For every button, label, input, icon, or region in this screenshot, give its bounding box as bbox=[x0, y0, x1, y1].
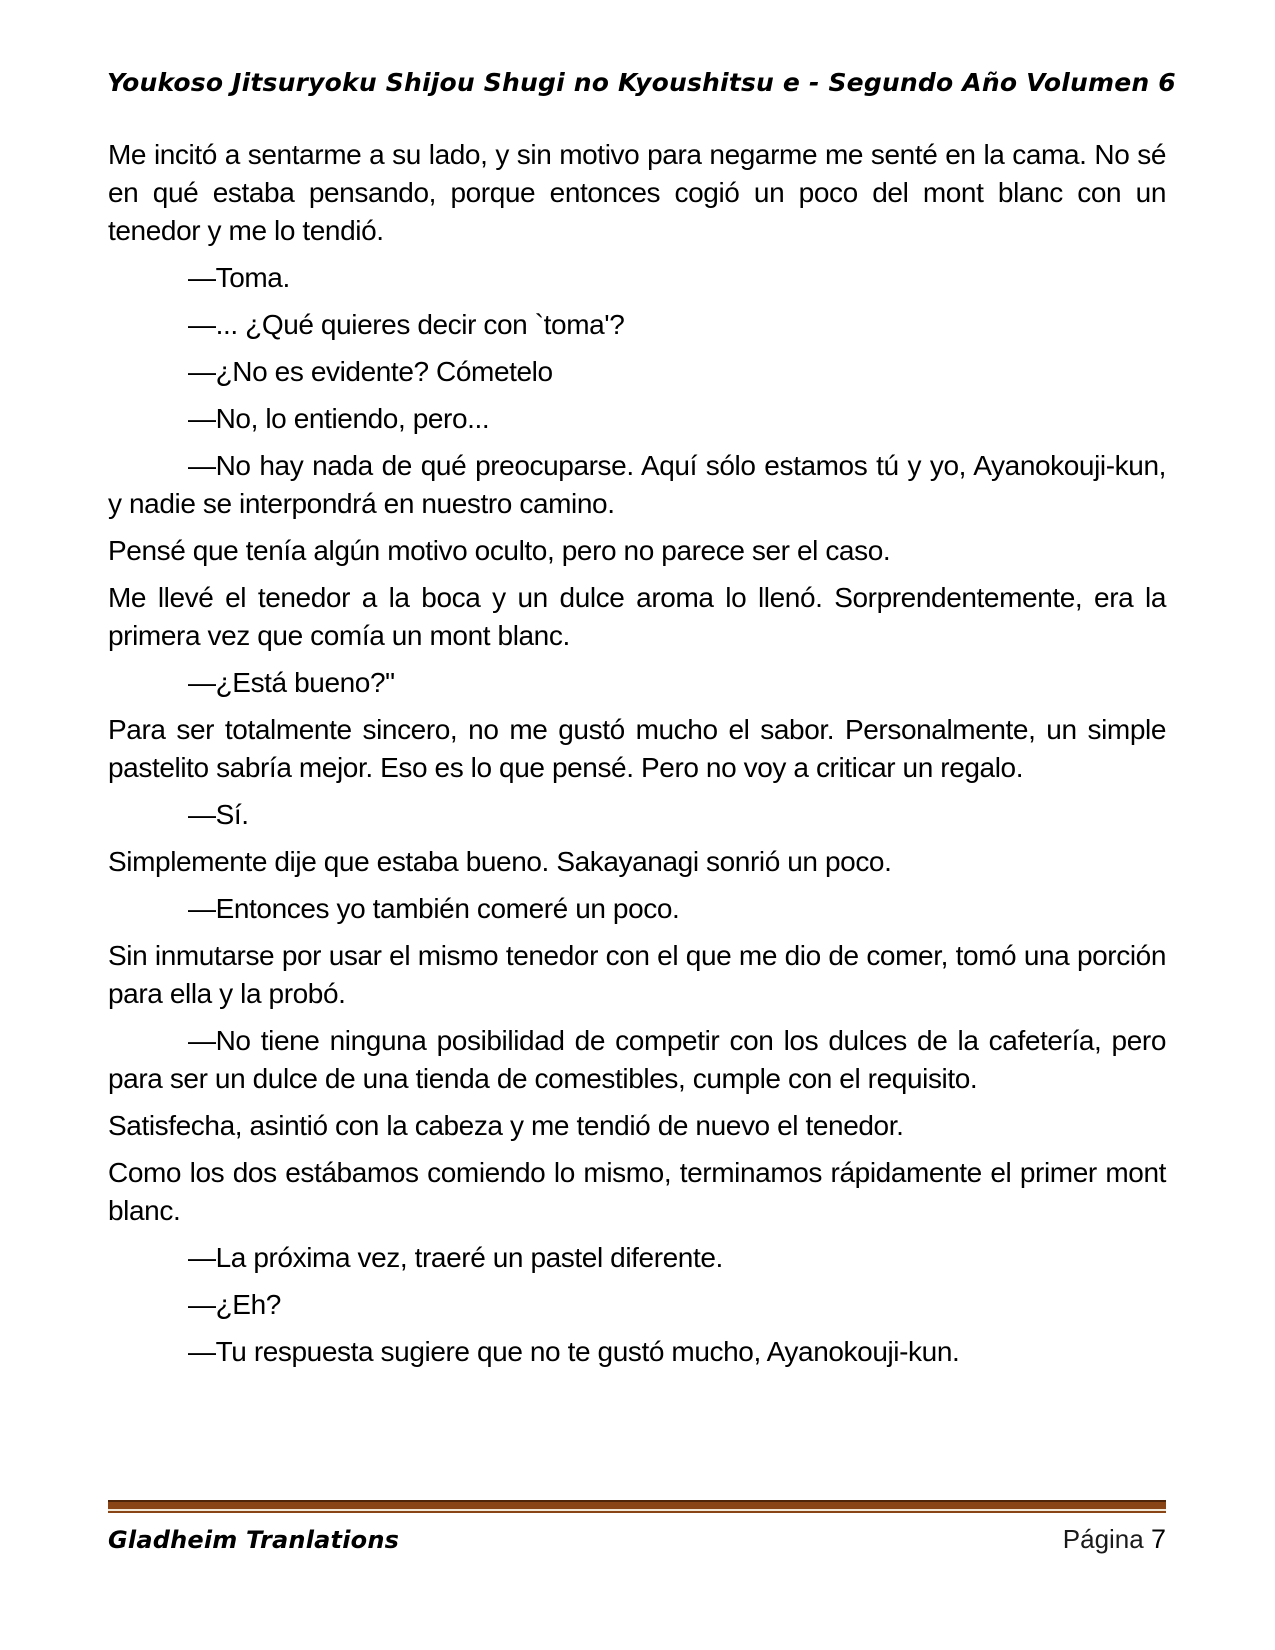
dialogue-paragraph: —Toma. bbox=[188, 262, 290, 293]
dialogue-paragraph: —No, lo entiendo, pero... bbox=[188, 403, 490, 434]
header-title: Youkoso Jitsuryoku Shijou Shugi no Kyoushitsu e - Segundo Año Volumen 6 bbox=[107, 68, 1176, 97]
page-number: 7 bbox=[1150, 1524, 1166, 1554]
dialogue-paragraph: —La próxima vez, traeré un pastel diferente. bbox=[188, 1242, 723, 1273]
dialogue-paragraph: —... ¿Qué quieres decir con `toma'? bbox=[188, 309, 625, 340]
dialogue-paragraph: —Sí. bbox=[188, 799, 249, 830]
dialogue-paragraph: —¿Eh? bbox=[188, 1289, 281, 1320]
dialogue-paragraph: —No hay nada de qué preocuparse. Aquí sólo estamos tú y yo, Ayanokouji-kun, y nadie se interpondrá en nuestro camino. bbox=[108, 450, 1166, 519]
narration-paragraph: Como los dos estábamos comiendo lo mismo, terminamos rápidamente el primer mont blanc. bbox=[108, 1157, 1166, 1226]
footer-brand: Gladheim Tranlations bbox=[108, 1526, 400, 1554]
narration-paragraph: Satisfecha, asintió con la cabeza y me tendió de nuevo el tenedor. bbox=[108, 1110, 904, 1141]
page-header bbox=[107, 68, 1176, 97]
page-label: Página bbox=[1062, 1524, 1144, 1554]
narration-paragraph: Sin inmutarse por usar el mismo tenedor con el que me dio de comer, tomó una porción para ella y la probó. bbox=[108, 940, 1166, 1009]
dialogue-paragraph: —¿Está bueno?" bbox=[188, 667, 395, 698]
dialogue-paragraph: —Tu respuesta sugiere que no te gustó mucho, Ayanokouji-kun. bbox=[188, 1336, 960, 1367]
narration-paragraph: Me incitó a sentarme a su lado, y sin motivo para negarme me senté en la cama. No sé en qué estaba pensando, porque entonces cogió un poco del mont blanc con un tenedor y me lo tendió. bbox=[108, 139, 1166, 246]
narration-paragraph: Pensé que tenía algún motivo oculto, pero no parece ser el caso. bbox=[108, 535, 891, 566]
narration-paragraph: Me llevé el tenedor a la boca y un dulce aroma lo llenó. Sorprendentemente, era la primera vez que comía un mont blanc. bbox=[108, 582, 1166, 651]
narration-paragraph: Simplemente dije que estaba bueno. Sakayanagi sonrió un poco. bbox=[108, 846, 892, 877]
document-body bbox=[108, 136, 1166, 1380]
narration-paragraph: Para ser totalmente sincero, no me gustó mucho el sabor. Personalmente, un simple pastelito sabría mejor. Eso es lo que pensé. Pero no voy a criticar un regalo. bbox=[108, 714, 1166, 783]
footer-divider bbox=[108, 1500, 1166, 1513]
page-indicator bbox=[1063, 1524, 1166, 1555]
dialogue-paragraph: —¿No es evidente? Cómetelo bbox=[188, 356, 553, 387]
dialogue-paragraph: —Entonces yo también comeré un poco. bbox=[188, 893, 680, 924]
page-footer bbox=[108, 1524, 1166, 1555]
dialogue-paragraph: —No tiene ninguna posibilidad de competir con los dulces de la cafetería, pero para ser un dulce de una tienda de comestibles, cumple con el requisito. bbox=[108, 1025, 1166, 1094]
